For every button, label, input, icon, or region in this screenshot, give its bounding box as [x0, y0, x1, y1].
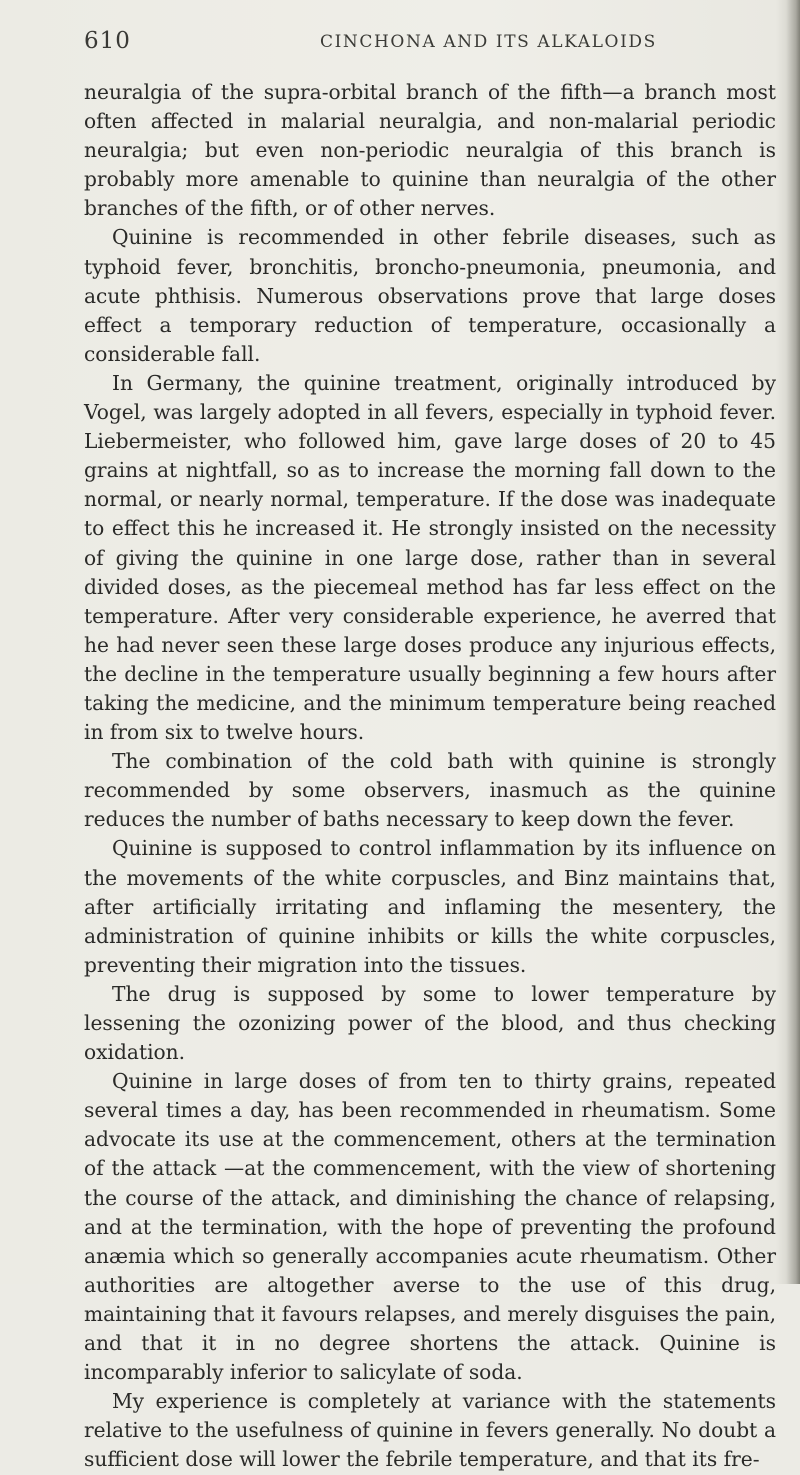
running-head [0, 28, 800, 62]
paragraph-febrile-diseases: Quinine is recommended in other febrile diseases, such as typhoid fever, bronchitis, broncho-pneumonia, pneumonia, and acute phthisis. Numerous observations prove that large doses effect a temporary reduction of temperature, occasionally a considerable fall. [84, 225, 776, 366]
page-number: 610 [84, 28, 131, 54]
paragraph-ozonizing: The drug is supposed by some to lower temperature by lessening the ozonizing power of the blood, and thus checking oxidation. [84, 981, 776, 1065]
paragraph-rheumatism: Quinine in large doses of from ten to thirty grains, repeated several times a day, has been recommended in rheumatism. Some advocate its use at the commencement, others at the termination of the attack —at the commencement, with the view of shortening the course of the attack, and diminishing the chance of relapsing, and at the termination, with the hope of preventing the profound anæmia which so generally accompanies acute rheumatism. Other authorities are altogether averse to the use of this drug, maintaining that it favours relapses, and merely disguises the pain, and that it in no degree shortens the attack. Quinine is incomparably inferior to salicylate of soda. [84, 1069, 776, 1385]
paragraph-germany-treatment: In Germany, the quinine treatment, originally introduced by Vogel, was largely adopted in all fevers, especially in typhoid fever. Liebermeister, who followed him, gave large doses of 20 to 45 grains at nightfall, so as to increase the morning fall down to the normal, or nearly normal, temperature. If the dose was inadequate to effect this he increased it. He strongly insisted on the necessity of giving the quinine in one large dose, rather than in several divided doses, as the piecemeal method has far less effect on the temperature. After very considerable experience, he averred that he had never seen these large doses produce any injurious effects, the decline in the temperature usually beginning a few hours after taking the medicine, and the minimum temperature being reached in from six to twelve hours. [84, 370, 776, 745]
paragraph-experience: My experience is completely at variance with the statements relative to the usefulness of quinine in fevers generally. No doubt a sufficient dose will lower the febrile temperature, and that its fre- [84, 1389, 776, 1472]
paragraph-cold-bath: The combination of the cold bath with quinine is strongly recommended by some observers, inasmuch as the quinine reduces the number of baths necessary to keep down the fever. [84, 749, 776, 832]
body-text [84, 78, 776, 1475]
page-edge-shadow [786, 0, 800, 1284]
paragraph-inflammation: Quinine is supposed to control inflammation by its influence on the movements of the white corpuscles, and Binz maintains that, after artificially irritating and inflaming the mesentery, the administration of quinine inhibits or kills the white corpuscles, preventing their migration into the tissues. [84, 836, 776, 977]
paragraph-neuralgia-continuation: neuralgia of the supra-orbital branch of the fifth—a branch most often affected in malarial neuralgia, and non-malarial periodic neuralgia; but even non-periodic neuralgia of this branch is probably more amenable to quinine than neuralgia of the other branches of the fifth, or of other nerves. [84, 80, 776, 221]
running-title: CINCHONA AND ITS ALKALOIDS [320, 32, 657, 52]
